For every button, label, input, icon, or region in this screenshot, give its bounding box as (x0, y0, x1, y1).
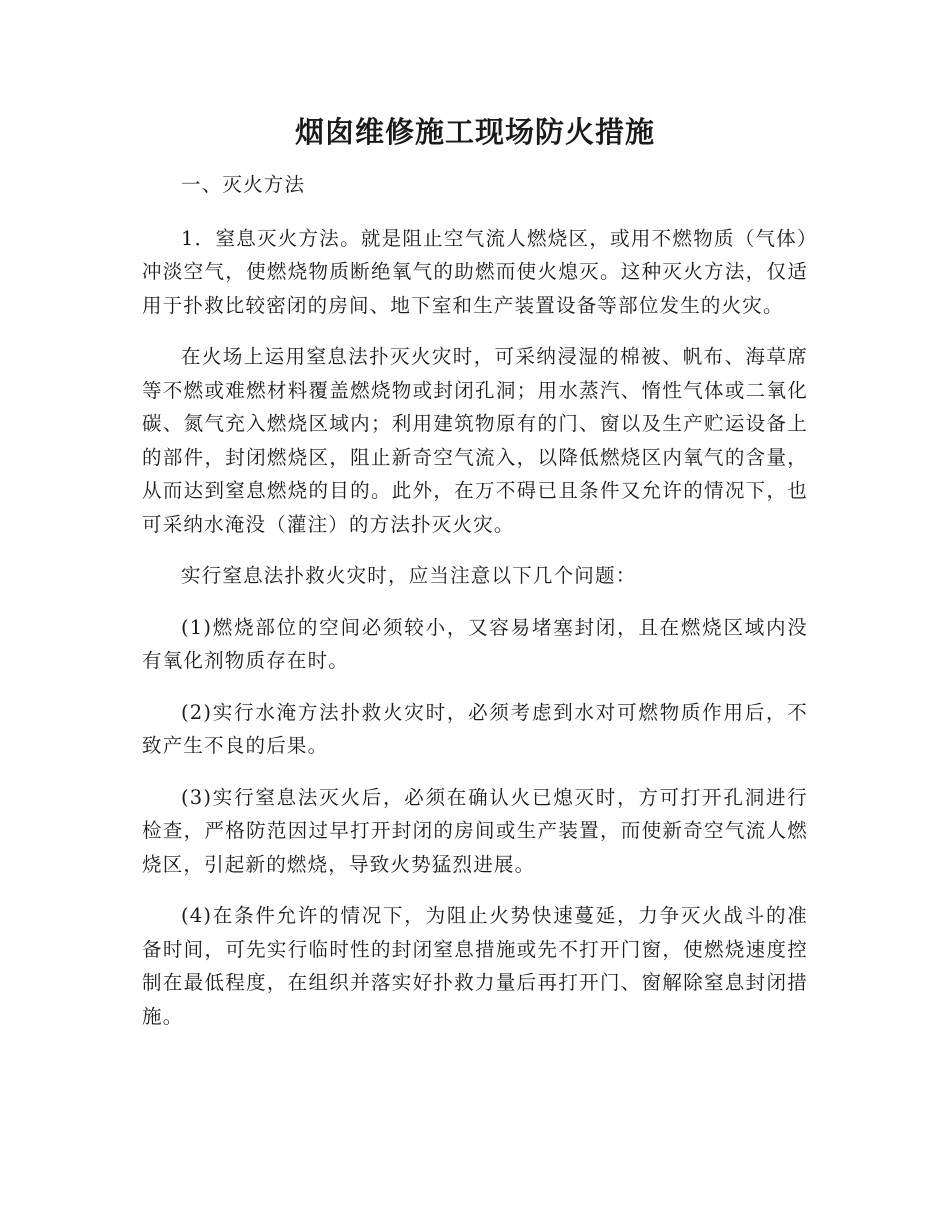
document-title: 烟囱维修施工现场防火措施 (294, 115, 655, 149)
paragraph: (1)燃烧部位的空间必须较小，又容易堵塞封闭，且在燃烧区域内没有氧化剂物质存在时。 (142, 615, 808, 672)
paragraph: 实行窒息法扑救火灾时，应当注意以下几个问题： (181, 564, 637, 587)
paragraph: 在火场上运用窒息法扑灭火灾时，可采纳浸湿的棉被、帆布、海草席等不燃或难燃材料覆盖燃烧物或封闭孔洞；用水蒸汽、惰性气体或二氧化碳、氮气充入燃烧区域内；利用建筑物原有的门、窗以及生产贮运设备上的部件，封闭燃烧区，阻止新奇空气流入，以降低燃烧区内氧气的含量，从而达到窒息燃烧的目的。此外，在万不碍已且条件又允许的情况下，也可采纳水淹没（灌注）的方法扑灭火灾。 (142, 345, 808, 536)
paragraph: (4)在条件允许的情况下，为阻止火势快速蔓延，力争灭火战斗的准备时间，可先实行临时性的封闭窒息措施或先不打开门窗，使燃烧速度控制在最低程度，在组织并落实好扑救力量后再打开门、窗解除窒息封闭措施。 (142, 904, 808, 1028)
paragraph: (2)实行水淹方法扑救火灾时，必须考虑到水对可燃物质作用后，不致产生不良的后果。 (142, 700, 808, 757)
paragraph: 1．窒息灭火方法。就是阻止空气流人燃烧区，或用不燃物质（气体）冲淡空气，使燃烧物质断绝氧气的助燃而使火熄灭。这种灭火方法，仅适用于扑救比较密闭的房间、地下室和生产装置设备等部位发生的火灾。 (142, 226, 808, 317)
section-heading: 一、灭火方法 (181, 173, 306, 196)
paragraph: (3)实行窒息法灭火后，必须在确认火已熄灭时，方可打开孔洞进行检查，严格防范因过早打开封闭的房间或生产装置，而使新奇空气流人燃烧区，引起新的燃烧，导致火势猛烈进展。 (142, 785, 808, 876)
document-body (142, 168, 808, 1051)
